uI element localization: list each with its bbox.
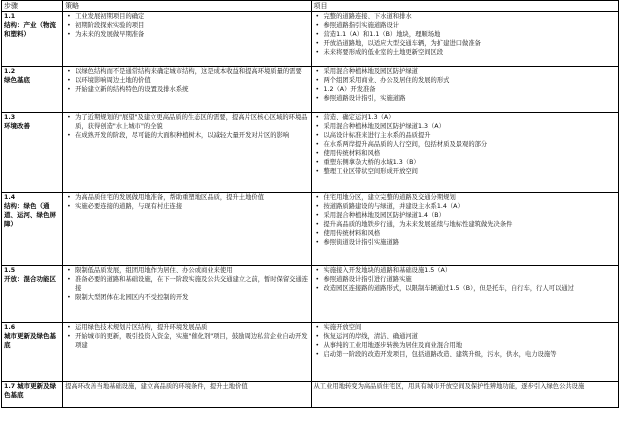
step-number: 1.2: [4, 68, 16, 75]
strategy-item: • 在成熟开发的阶段，尽可能的大面积种植树木，以减轻大量开发对片区的影响: [65, 131, 308, 140]
step-cell: [2, 382, 63, 408]
header-project: 项目: [311, 1, 619, 12]
project-item: • 住宅用地分区，建立完整的道路及交通分期规划: [314, 193, 617, 202]
project-item: • 开放沿道路地，以适应大型交通车辆，为扩建进口做准备: [314, 39, 617, 48]
strategy-item: • 以绿色结构而不是通常结构来确定城市结构，这是成本收益和提高环境质量的需要: [65, 67, 308, 76]
step-cell: [2, 266, 63, 323]
project-item: • 1.2（A）开发准备: [314, 85, 617, 94]
project-item: • 改造园区连接路的道路形式，以限制车辆通过1.5（B），但是托车，自行车，行人可以通过: [314, 284, 617, 293]
strategy-item: • 为了近期规划的"展望"及建立更高品质的生态区的需要，提高片区核心区域的环境品质，获得创造"水上城市"的全貌: [65, 113, 308, 131]
project-item: • 提升高品质的地铁步行通，为未来发展延续与地标性建筑做先决条件: [314, 220, 617, 229]
project-item: • 参照道路指引实施道路设计: [314, 21, 617, 30]
strategy-item: • 开始城市的更新，吸引投资入资金，实施"催化剂"项目，鼓励周边私营企业自动开发项建: [65, 332, 308, 350]
project-item: • 在水系两岸提升高品质的人行空间，包括材质及景观的部分: [314, 140, 617, 149]
project-item: • 营造、确定运河1.3（A）: [314, 113, 617, 122]
table-row: [2, 266, 619, 323]
project-item: • 参照道路设计指引，实施道路: [314, 94, 617, 103]
project-item: • 以高设计标准来进行主水系的品质提升: [314, 131, 617, 140]
strategy-cell: [63, 12, 311, 67]
project-item: • 启动第一阶段的改造开发项目，包括道路改造、建筑升级，污水，供水，电力设施等: [314, 350, 617, 359]
strategy-item: • 为高品质住宅的发展做用地准备，帮助重塑地区品质，提升土地价值: [65, 193, 308, 202]
table-row: [2, 193, 619, 266]
project-cell: [311, 266, 619, 323]
project-item: • 恢复运河的岸线，清洁、确通河道: [314, 332, 617, 341]
header-strategy: 策略: [63, 1, 311, 12]
project-item: • 实施开放空间: [314, 323, 617, 332]
strategy-item: • 工业发展初期项目的确定: [65, 12, 308, 21]
step-number: 1.4: [4, 194, 16, 201]
strategy-cell: [63, 113, 311, 193]
project-cell: [311, 67, 619, 113]
header-step: 步骤: [2, 1, 63, 12]
table-row: [2, 382, 619, 408]
project-item: • 实施接入开发地块的道路和基础设施1.5（A）: [314, 266, 617, 275]
strategy-table: [1, 0, 619, 408]
step-number: 1.1: [4, 13, 16, 20]
strategy-cell: 提高环改善当地基础设施，建立高品质的环境条件，提升土地价值: [63, 382, 311, 408]
table-header-row: [2, 1, 619, 12]
project-item: • 参照道路设计指引进行道路实施: [314, 275, 617, 284]
strategy-item: • 实施必要连接的道路，与现有村庄连接: [65, 202, 308, 211]
step-title: 城市更新及绿色基底: [4, 382, 57, 399]
strategy-item: • 运用绿色技术规划片区结构，提升环境发展品质: [65, 323, 308, 332]
project-cell: 从工业用地转变为高品质住宅区，用具有城市开放空间及保护性辨地功能，逐步引入绿色公共设施: [311, 382, 619, 408]
strategy-item: • 开始建立新的结构特色的设置及排水系统: [65, 85, 308, 94]
step-title: 结构：产业（物流和塑料）: [4, 21, 56, 38]
strategy-item: • 限制低品质发展，组团用地作为居住、办公或商业来使用: [65, 266, 308, 275]
step-number: 1.6: [4, 324, 16, 331]
project-cell: [311, 12, 619, 67]
project-item: • 采用混合种植林地及园区防护绿道: [314, 67, 617, 76]
step-number: 1.7: [4, 383, 16, 390]
step-number: 1.5: [4, 267, 16, 274]
step-number: 1.3: [4, 114, 16, 121]
project-item: • 重塑东侧拿杂大桥的水域1.3（B）: [314, 158, 617, 167]
step-cell: [2, 113, 63, 193]
strategy-item: • 准备必要的道路和基础设施，在下一阶段实施及公共交通建立之前，暂时保留交通连接: [65, 275, 308, 293]
project-item: • 使用传统材料和风格: [314, 149, 617, 158]
strategy-item: • 为未来的发展做早期准备: [65, 30, 308, 39]
strategy-item: • 以环境影响周边土地的价值: [65, 76, 308, 85]
project-item: • 采用混合种植林地及园区防护绿道1.4（B）: [314, 211, 617, 220]
project-item: • 采用混合种植林地及园区防护绿道1.3（A）: [314, 122, 617, 131]
strategy-item: • 初期阶段探索实验的项目: [65, 21, 308, 30]
strategy-cell: [63, 323, 311, 382]
strategy-cell: [63, 67, 311, 113]
project-item: • 营造1.1（A）和1.1（B）地块，理顺场地: [314, 30, 617, 39]
project-item: • 完整的道路连接、下水道和排水: [314, 12, 617, 21]
step-title: 开放：混合功能区: [4, 275, 56, 283]
strategy-cell: [63, 193, 311, 266]
step-cell: [2, 323, 63, 382]
step-title: 绿色基底: [4, 76, 30, 84]
project-item: • 参照街道设计指引实施道路: [314, 238, 617, 247]
project-cell: [311, 193, 619, 266]
project-item: • 未来将要形成的低业室的土地更新空间区段: [314, 48, 617, 57]
strategy-item: • 限制大型团体在北园区内不受控制的开发: [65, 293, 308, 302]
project-item: • 按道路质路建设的与绿道，并建设主水系1.4（A）: [314, 202, 617, 211]
project-item: • 从事纯的工业用地逐步转换为居住及商业混合用地: [314, 341, 617, 350]
project-cell: [311, 113, 619, 193]
table-row: [2, 67, 619, 113]
step-cell: [2, 193, 63, 266]
project-item: • 使用传统材料和风格: [314, 229, 617, 238]
project-item: • 两个组团采用商业、办公及居住的发展的形式: [314, 76, 617, 85]
project-item: • 整理工业区带状空间形成开放空间: [314, 167, 617, 176]
step-title: 环境改善: [4, 122, 30, 130]
table-row: [2, 323, 619, 382]
table-row: [2, 12, 619, 67]
step-title: 城市更新及绿色基底: [4, 332, 56, 349]
step-cell: [2, 67, 63, 113]
project-cell: [311, 323, 619, 382]
table-row: [2, 113, 619, 193]
step-title: 结构：绿色（通道、运河、绿色屏障）: [4, 202, 56, 228]
step-cell: [2, 12, 63, 67]
strategy-cell: [63, 266, 311, 323]
